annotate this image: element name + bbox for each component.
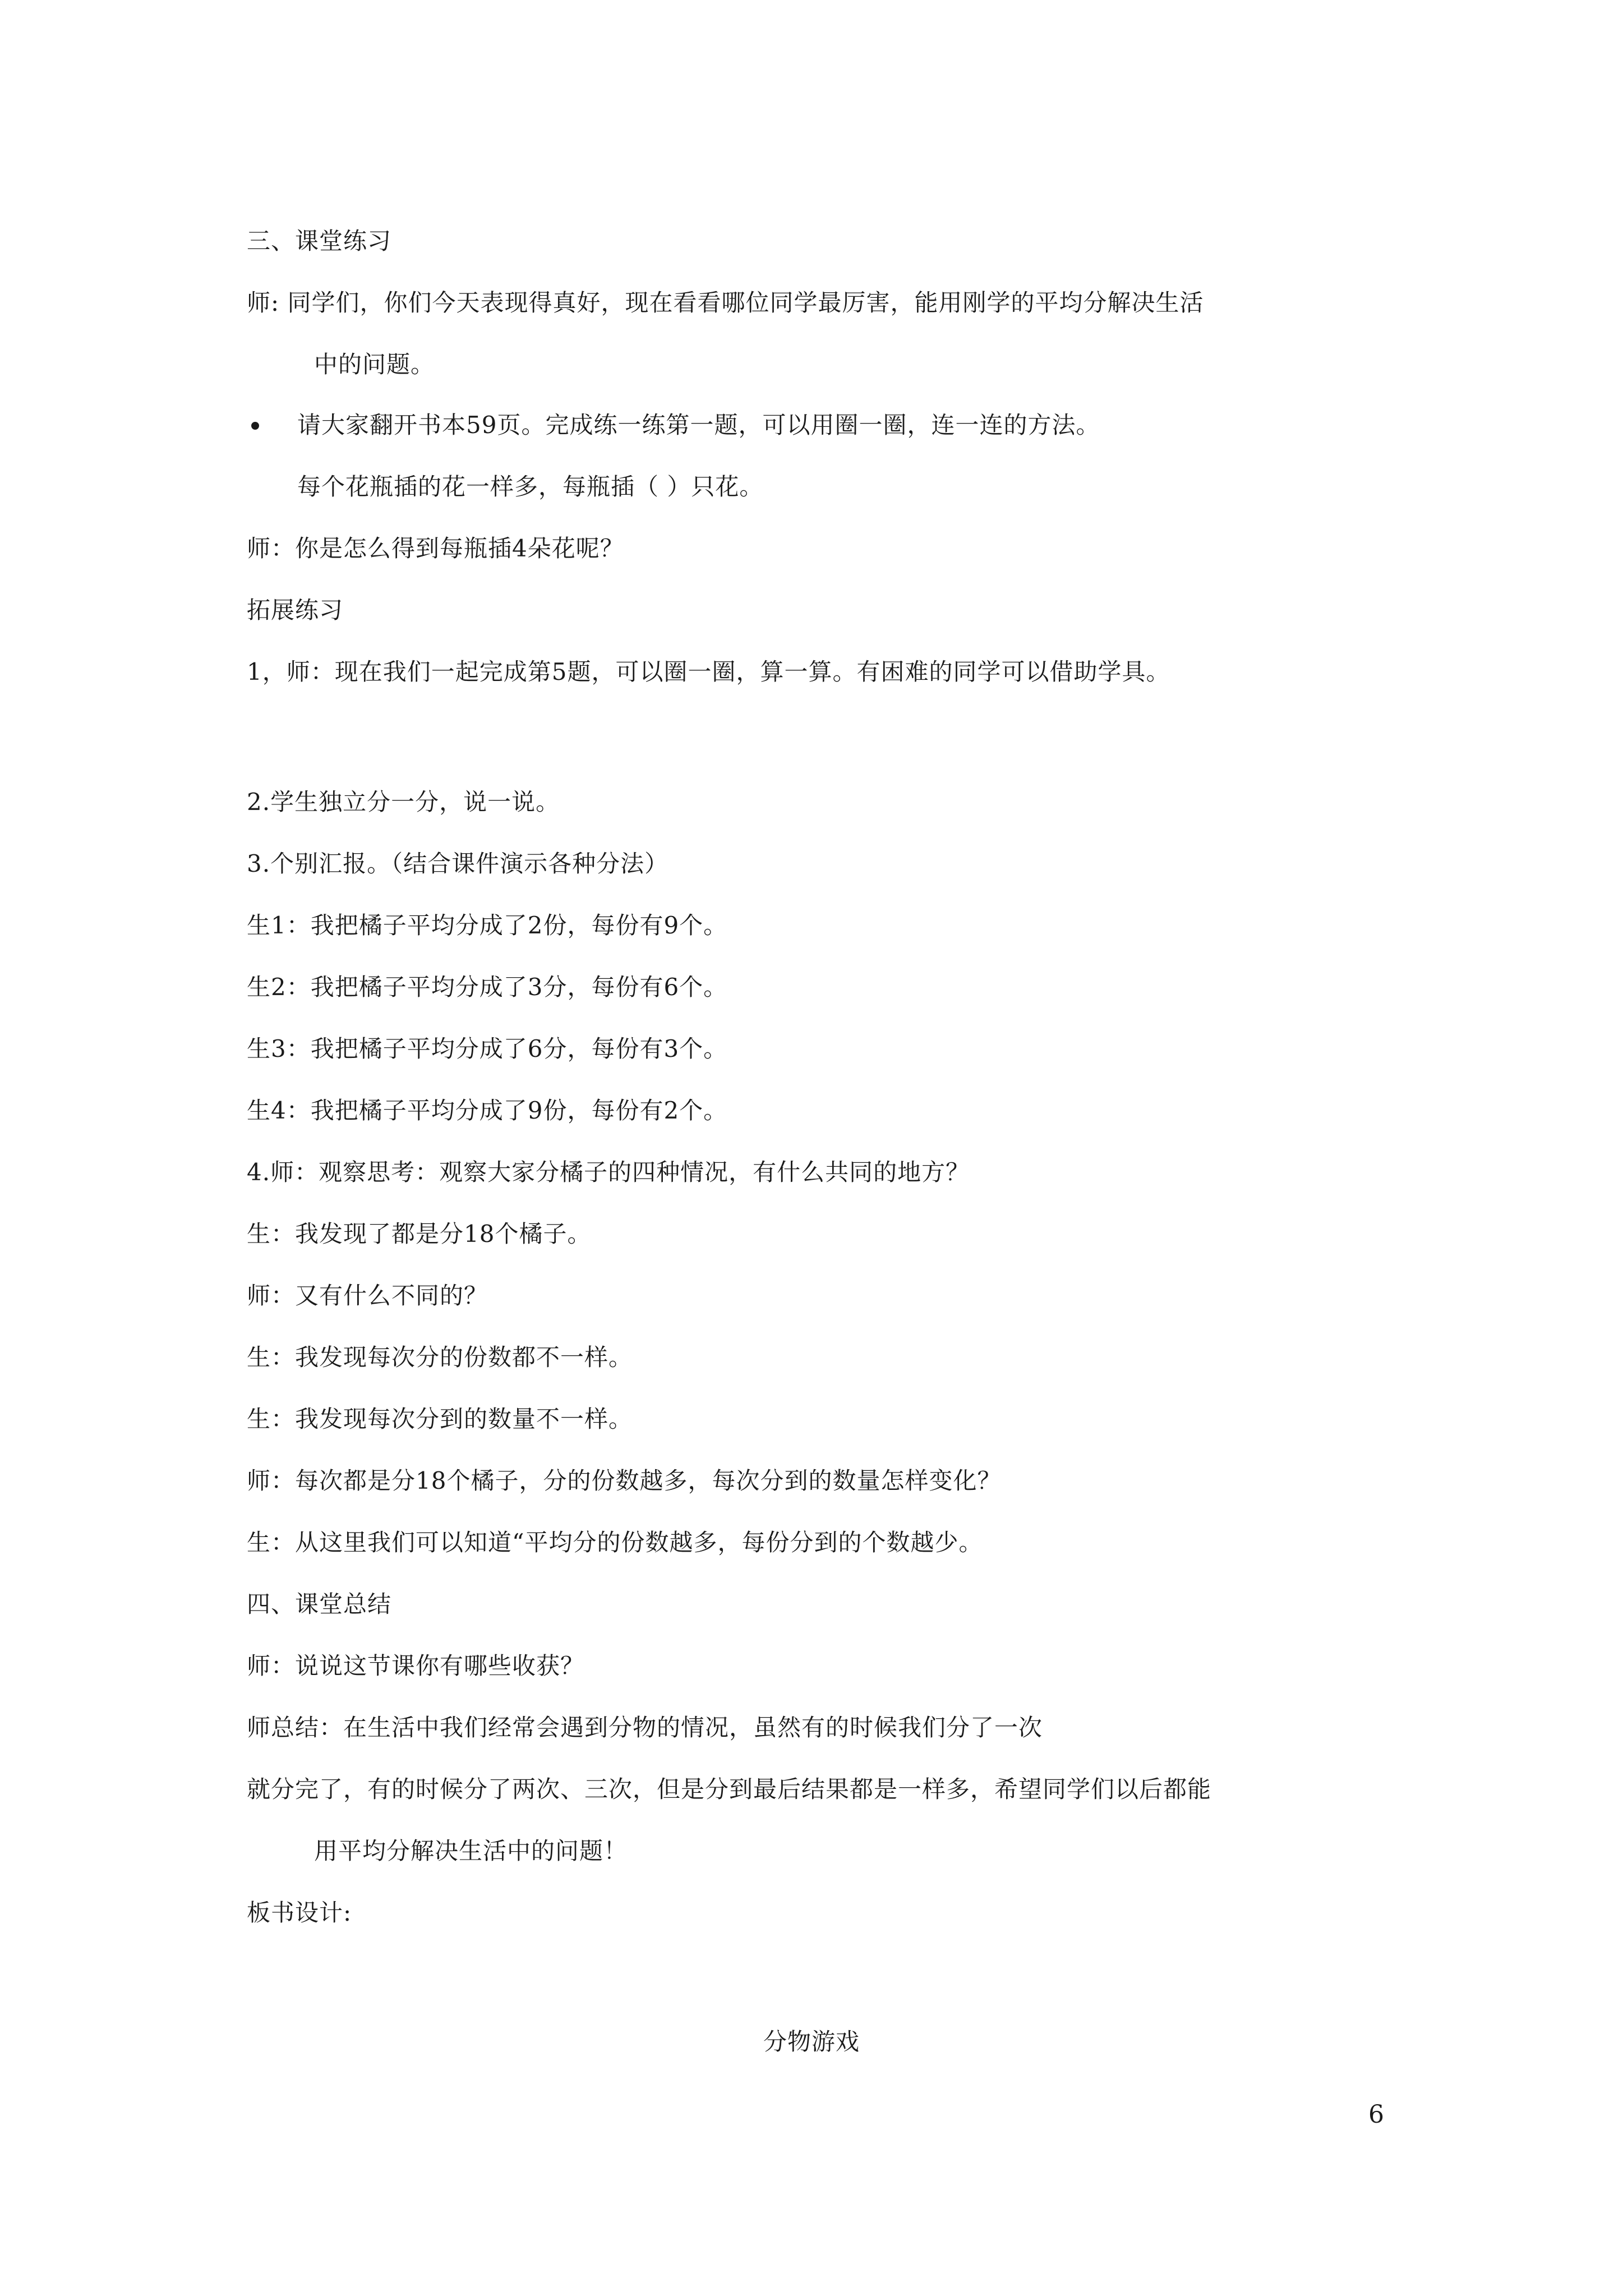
- teacher-line-continued: 中的问题。: [314, 351, 435, 378]
- board-title: 分物游戏: [763, 2028, 860, 2055]
- board-design-heading: 板书设计:: [247, 1899, 352, 1926]
- teacher-question: 师：说说这节课你有哪些收获？: [247, 1652, 585, 1680]
- teacher-summary: 师总结：在生活中我们经常会遇到分物的情况，虽然有的时候我们分了一次: [247, 1714, 1043, 1741]
- step-2: 2.学生独立分一分，说一说。: [247, 788, 560, 816]
- student-2: 生2：我把橘子平均分成了3分，每份有6个。: [247, 973, 728, 1001]
- teacher-summary-end: 用平均分解决生活中的问题！: [314, 1837, 628, 1865]
- teacher-line: 师：每次都是分18个橘子，分的份数越多，每次分到的数量怎样变化？: [247, 1467, 1002, 1494]
- teacher-question: 师：你是怎么得到每瓶插4朵花呢？: [247, 535, 624, 562]
- section-heading-summary: 四、课堂总结: [247, 1590, 392, 1618]
- bullet-item: 请大家翻开书本59页。完成练一练第一题，可以用圈一圈，连一连的方法。: [297, 411, 1100, 439]
- bullet-icon: [251, 422, 259, 430]
- step-3: 3.个别汇报。（结合课件演示各种分法）: [247, 850, 669, 877]
- teacher-line: 师：又有什么不同的？: [247, 1282, 488, 1309]
- step-1: 1，师：现在我们一起完成第5题，可以圈一圈，算一算。有困难的同学可以借助学具。: [247, 658, 1170, 685]
- teacher-summary-continued: 就分完了，有的时候分了两次、三次，但是分到最后结果都是一样多，希望同学们以后都能: [247, 1775, 1212, 1803]
- section-heading-classroom-practice: 三、课堂练习: [247, 227, 392, 255]
- student-3: 生3：我把橘子平均分成了6分，每份有3个。: [247, 1035, 728, 1062]
- step-4: 4.师：观察思考：观察大家分橘子的四种情况，有什么共同的地方？: [247, 1158, 970, 1186]
- section-heading-extension: 拓展练习: [247, 596, 344, 624]
- student-1: 生1：我把橘子平均分成了2份，每份有9个。: [247, 912, 728, 939]
- student-line: 生：我发现了都是分18个橘子。: [247, 1220, 592, 1248]
- page-number: 6: [1368, 2100, 1384, 2129]
- student-conclusion: 生：从这里我们可以知道“平均分的份数越多，每份分到的个数越少。: [247, 1529, 983, 1556]
- student-4: 生4：我把橘子平均分成了9份，每份有2个。: [247, 1097, 728, 1124]
- student-line: 生：我发现每次分的份数都不一样。: [247, 1343, 633, 1371]
- student-line: 生：我发现每次分到的数量不一样。: [247, 1405, 633, 1433]
- teacher-line: 师: 同学们，你们今天表现得真好，现在看看哪位同学最厉害，能用刚学的平均分解决生活: [247, 289, 1204, 316]
- fill-blank-question: 每个花瓶插的花一样多，每瓶插（ ）只花。: [297, 473, 764, 500]
